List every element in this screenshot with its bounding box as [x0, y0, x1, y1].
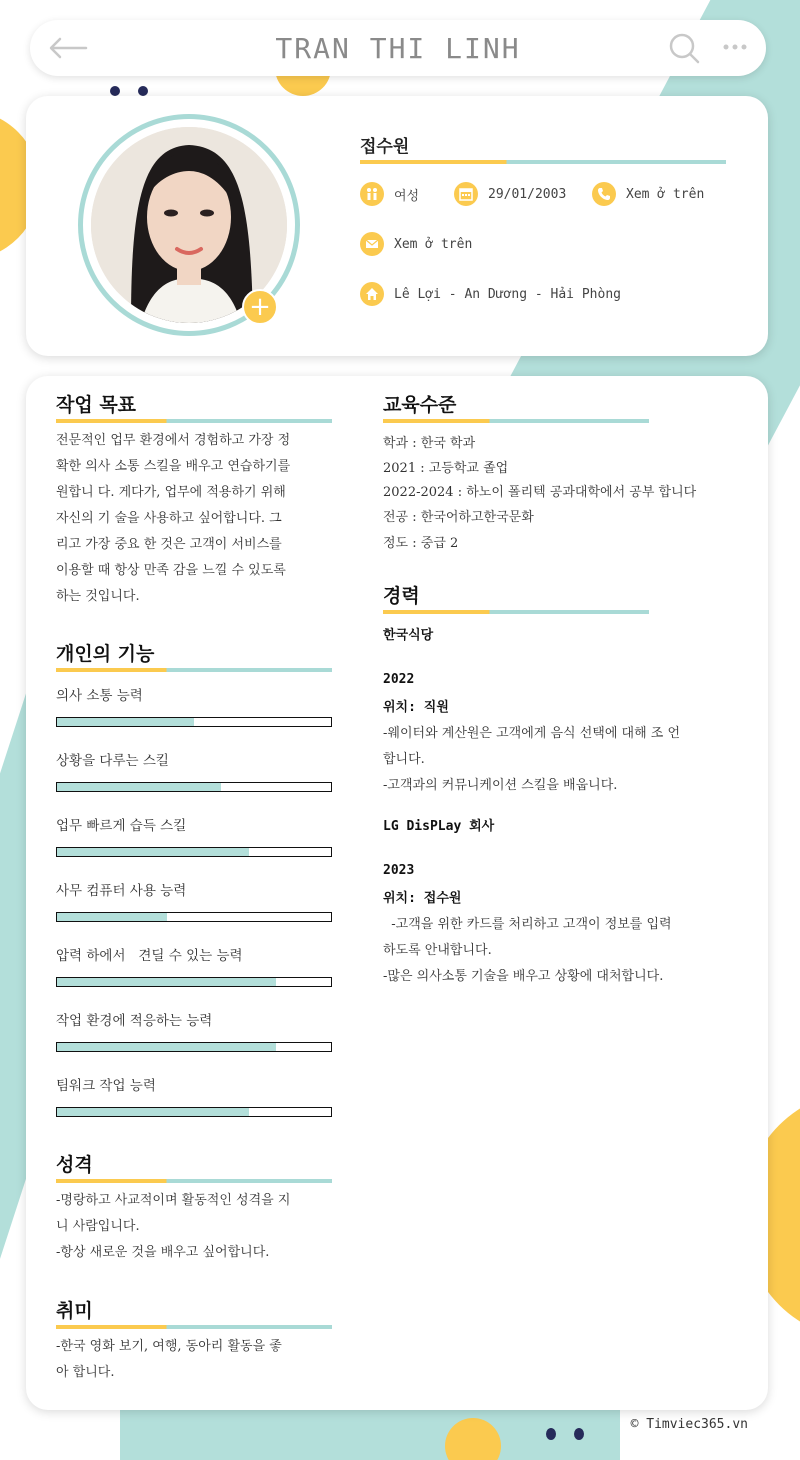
skill-bar: [56, 912, 332, 922]
hobbies-line: -한국 영화 보기, 여행, 동아리 활동을 좋: [56, 1339, 282, 1354]
footer-credit: © Timviec365.vn: [630, 1417, 748, 1432]
phone-row: [592, 182, 704, 206]
education-line: 학과 : 한국 학과: [383, 436, 476, 451]
skill-bar: [56, 782, 332, 792]
objective-line: 이용할 때 항상 만족 감을 느낄 수 있도록: [56, 563, 286, 578]
personality-text: [56, 1188, 334, 1266]
job-year: 2023: [383, 863, 415, 878]
header-bar: [30, 20, 766, 76]
navy-dot: [546, 1428, 556, 1440]
resume-body-card: [26, 376, 768, 1410]
skill-bar-fill: [57, 718, 194, 726]
navy-dot: [574, 1428, 584, 1440]
company-name: 한국식당: [383, 628, 434, 643]
page-title: TRAN THI LINH: [275, 31, 521, 65]
education-line: 2022-2024 : 하노이 폴리텍 공과대학에서 공부 합니다: [383, 485, 697, 500]
job-detail: 하도록 안내합니다.: [383, 943, 492, 958]
skill-bar: [56, 1107, 332, 1117]
skill-bar: [56, 977, 332, 987]
education-line: 2021 : 고등학교 졸업: [383, 461, 509, 476]
education-line: 전공 : 한국어하고한국문화: [383, 510, 534, 525]
email-icon: [360, 232, 384, 256]
phone-icon: [592, 182, 616, 206]
job-detail: -많은 의사소통 기술을 배우고 상황에 대처합니다.: [383, 969, 664, 984]
skill-label: 팀워크 작업 능력: [56, 1078, 156, 1094]
experience-title: 경력: [383, 585, 420, 607]
skill-label: 작업 환경에 적응하는 능력: [56, 1013, 213, 1029]
skill-bar-fill: [57, 848, 249, 856]
skill-bar-fill: [57, 978, 276, 986]
email-value: Xem ở trên: [394, 236, 473, 252]
job-detail: -웨이터와 계산원은 고객에게 음식 선택에 대해 조 언: [383, 726, 681, 741]
back-arrow-icon[interactable]: [48, 36, 88, 60]
skills-title: 개인의 기능: [56, 643, 155, 665]
skill-label: 사무 컴퓨터 사용 능력: [56, 883, 187, 899]
objective-line: 원합니 다. 게다가, 업무에 적용하기 위해: [56, 485, 286, 500]
skill-label: 업무 빠르게 습득 스킬: [56, 818, 187, 834]
more-options-icon[interactable]: [722, 40, 748, 54]
section-underline: [56, 668, 332, 672]
company-name: LG DisPLay 회사: [383, 819, 495, 834]
address-value: Lê Lợi - An Dương - Hải Phòng: [394, 286, 621, 302]
objective-line: 자신의 기 술을 사용하고 싶어합니다. 그: [56, 511, 282, 526]
search-icon[interactable]: [668, 32, 700, 64]
profile-card: [26, 96, 768, 356]
navy-dot: [138, 86, 148, 96]
objective-line: 확한 의사 소통 스킬을 배우고 연습하기를: [56, 459, 291, 474]
gender-value: 여성: [394, 188, 420, 204]
hobbies-text: [56, 1334, 334, 1386]
job-detail: -고객과의 커뮤니케이션 스킬을 배웁니다.: [383, 778, 618, 793]
education-line: 정도 : 중급 2: [383, 536, 459, 551]
job-detail: -고객을 위한 카드를 처리하고 고객이 정보를 입력: [383, 917, 672, 932]
birthdate-value: 29/01/2003: [488, 186, 567, 202]
section-underline: [383, 610, 649, 614]
hobbies-title: 취미: [56, 1300, 93, 1322]
address-row: [360, 282, 621, 306]
objective-title: 작업 목표: [56, 394, 137, 416]
calendar-icon: [454, 182, 478, 206]
skill-bar-fill: [57, 783, 221, 791]
job-role: 접수원: [360, 137, 410, 157]
job-detail: 합니다.: [383, 752, 425, 767]
hobbies-line: 아 합니다.: [56, 1365, 115, 1380]
birthdate-row: [454, 182, 566, 206]
gender-icon: [360, 182, 384, 206]
job-position: 위치: 접수원: [383, 891, 462, 906]
section-underline: [56, 419, 332, 423]
personality-line: -명랑하고 사교적이며 활동적인 성격을 지: [56, 1193, 291, 1208]
section-underline: [56, 1325, 332, 1329]
skill-bar-fill: [57, 1108, 249, 1116]
objective-line: 하는 것입니다.: [56, 589, 140, 604]
personality-line: 니 사람입니다.: [56, 1219, 140, 1234]
skill-bar: [56, 1042, 332, 1052]
skill-bar: [56, 847, 332, 857]
section-underline: [56, 1179, 332, 1183]
skill-label: 의사 소통 능력: [56, 688, 143, 704]
job-year: 2022: [383, 672, 415, 687]
objective-text: [56, 428, 334, 610]
add-photo-button[interactable]: +: [242, 289, 278, 325]
phone-value: Xem ở trên: [626, 186, 705, 202]
personality-title: 성격: [56, 1154, 93, 1176]
personality-line: -항상 새로운 것을 배우고 싶어합니다.: [56, 1245, 270, 1260]
home-icon: [360, 282, 384, 306]
skill-bar: [56, 717, 332, 727]
skill-label: 상황을 다루는 스킬: [56, 753, 169, 769]
skill-bar-fill: [57, 1043, 276, 1051]
objective-line: 리고 가장 중요 한 것은 고객이 서비스를: [56, 537, 282, 552]
skill-bar-fill: [57, 913, 167, 921]
email-row: [360, 232, 472, 256]
job-position: 위치: 직원: [383, 700, 449, 715]
section-underline: [383, 419, 649, 423]
objective-line: 전문적인 업무 환경에서 경험하고 가장 정: [56, 433, 291, 448]
title-underline: [360, 160, 726, 164]
gender-row: [360, 182, 419, 206]
education-title: 교육수준: [383, 394, 457, 416]
skill-label: 압력 하에서 견딜 수 있는 능력: [56, 948, 243, 964]
navy-dot: [110, 86, 120, 96]
